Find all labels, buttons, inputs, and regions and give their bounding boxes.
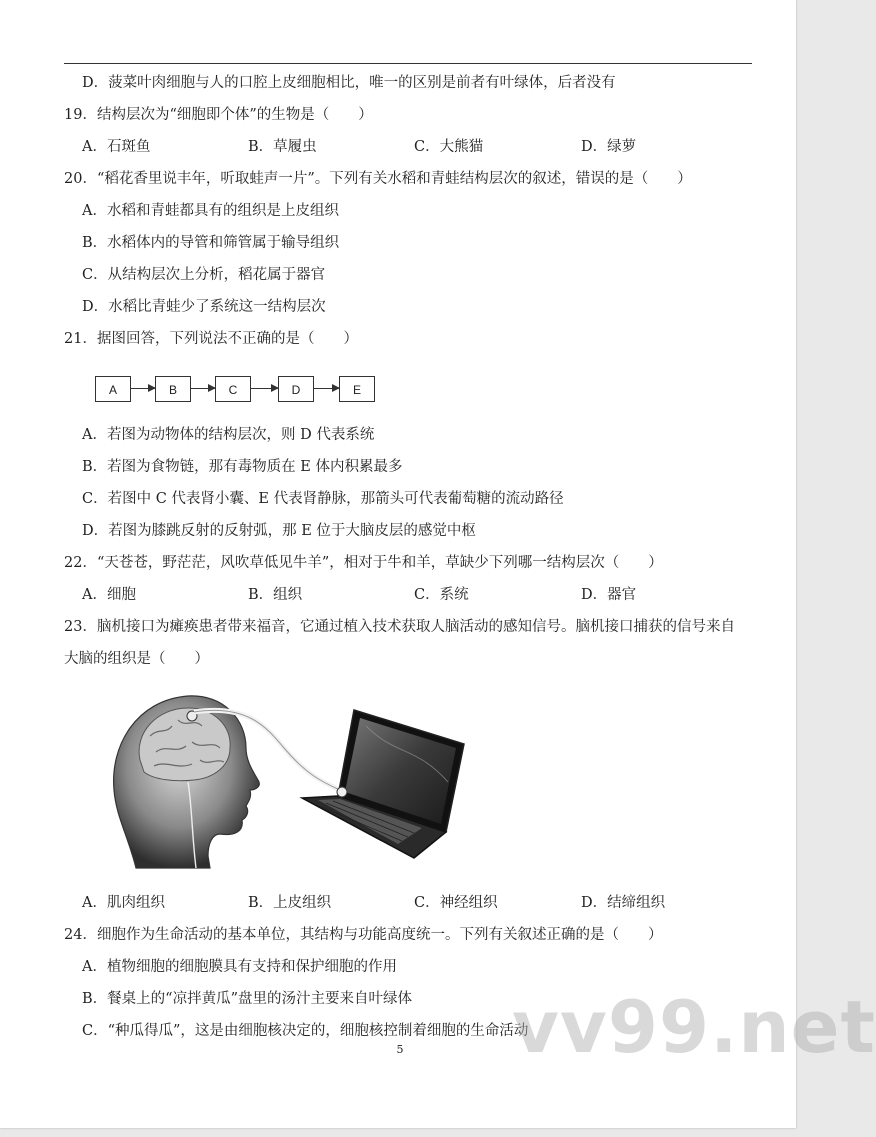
- q18-option-d: D．菠菜叶肉细胞与人的口腔上皮细胞相比，唯一的区别是前者有叶绿体，后者没有: [82, 75, 616, 91]
- q23-stem-line2: 大脑的组织是（ ）: [64, 651, 209, 667]
- watermark-text: vv99.net: [512, 985, 876, 1069]
- flow-box-a: A: [95, 376, 131, 402]
- q22-option-a: A．细胞: [82, 587, 136, 603]
- q21-option-b: B．若图为食物链，那有毒物质在 E 体内积累最多: [82, 459, 403, 475]
- q20-stem: 20．“稻花香里说丰年，听取蛙声一片”。下列有关水稻和青蛙结构层次的叙述，错误的是（ ）: [64, 171, 692, 187]
- flow-box-b: B: [155, 376, 191, 402]
- q21-option-d: D．若图为膝跳反射的反射弧，那 E 位于大脑皮层的感觉中枢: [82, 523, 476, 539]
- flow-arrow-4: [314, 388, 339, 389]
- q21-option-c: C．若图中 C 代表肾小囊、E 代表肾静脉，那箭头可代表葡萄糖的流动路径: [82, 491, 564, 507]
- q22-stem: 22．“天苍苍，野茫茫，风吹草低见牛羊”，相对于牛和羊，草缺少下列哪一结构层次（ ）: [64, 555, 663, 571]
- q20-option-d: D．水稻比青蛙少了系统这一结构层次: [82, 299, 326, 315]
- q24-option-a: A．植物细胞的细胞膜具有支持和保护细胞的作用: [82, 959, 397, 975]
- q20-option-a: A．水稻和青蛙都具有的组织是上皮组织: [82, 203, 339, 219]
- q19-option-b: B．草履虫: [248, 139, 317, 155]
- brain-computer-interface-illustration: [96, 686, 486, 881]
- q24-option-c: C．“种瓜得瓜”，这是由细胞核决定的，细胞核控制着细胞的生命活动: [82, 1023, 529, 1039]
- q19-option-a: A．石斑鱼: [82, 139, 151, 155]
- q22-option-b: B．组织: [248, 587, 303, 603]
- flow-arrow-2: [191, 388, 215, 389]
- q19-option-d: D．绿萝: [581, 139, 637, 155]
- q23-option-d: D．结缔组织: [581, 895, 666, 911]
- q23-option-a: A．肌肉组织: [82, 895, 165, 911]
- flow-arrow-1: [131, 388, 155, 389]
- q21-stem: 21．据图回答，下列说法不正确的是（ ）: [64, 331, 358, 347]
- flow-box-d: D: [278, 376, 314, 402]
- q24-stem: 24．细胞作为生命活动的基本单位，其结构与功能高度统一。下列有关叙述正确的是（ ）: [64, 927, 663, 943]
- flow-box-c: C: [215, 376, 251, 402]
- page-number: 5: [396, 1043, 404, 1056]
- q23-option-b: B．上皮组织: [248, 895, 332, 911]
- q21-option-a: A．若图为动物体的结构层次，则 D 代表系统: [82, 427, 375, 443]
- q22-option-c: C．系统: [414, 587, 469, 603]
- q24-option-b: B．餐桌上的“凉拌黄瓜”盘里的汤汁主要来自叶绿体: [82, 991, 412, 1007]
- q19-option-c: C．大熊猫: [414, 139, 484, 155]
- q20-option-b: B．水稻体内的导管和筛管属于输导组织: [82, 235, 340, 251]
- q20-option-c: C．从结构层次上分析，稻花属于器官: [82, 267, 326, 283]
- q23-stem-line1: 23．脑机接口为瘫痪患者带来福音，它通过植入技术获取人脑活动的感知信号。脑机接口捕获的信号来自: [64, 619, 735, 635]
- header-rule: [64, 63, 752, 64]
- flow-box-e: E: [339, 376, 375, 402]
- flow-arrow-3: [251, 388, 278, 389]
- q22-option-d: D．器官: [581, 587, 637, 603]
- q19-stem: 19．结构层次为“细胞即个体”的生物是（ ）: [64, 107, 373, 123]
- q23-option-c: C．神经组织: [414, 895, 498, 911]
